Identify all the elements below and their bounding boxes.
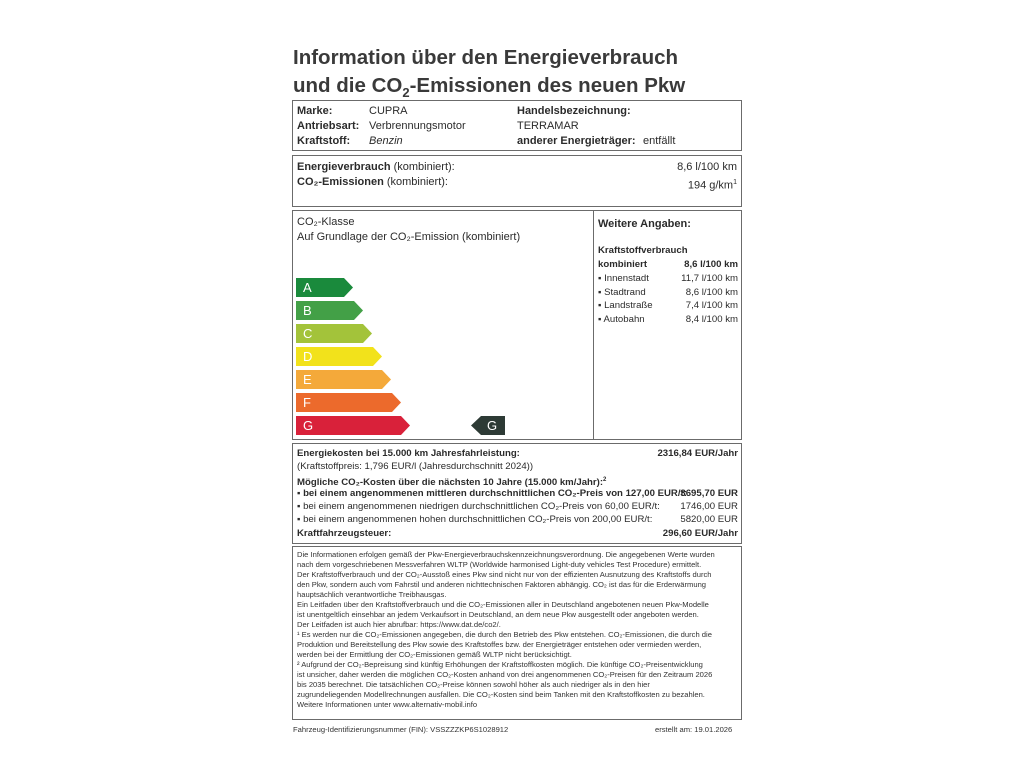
co2-emission-value-text: 194 g/km	[687, 179, 734, 192]
co2-class-letter-e: E	[303, 372, 312, 387]
title-line-2-pre: und die CO	[293, 74, 403, 97]
co2-emission-label-bold: CO₂-Emissionen	[297, 176, 384, 188]
title-line-2-sub: 2	[402, 85, 410, 101]
co2-cost-row-label: ▪ bei einem angenommenen hohen durchschnittlichen CO₂-Preis von 200,00 EUR/t:	[297, 514, 653, 525]
other-energy-label: anderer Energieträger:	[517, 135, 636, 147]
energy-consumption-value: 8,6 l/100 km	[677, 161, 737, 173]
fuel-label: Kraftstoff:	[297, 135, 351, 147]
fuel-consumption-row-label: ▪ Innenstadt	[598, 273, 649, 284]
costs-box	[292, 443, 742, 544]
co2-emission-footnote: 1	[733, 179, 737, 186]
drive-value: Verbrennungsmotor	[369, 120, 466, 132]
fuel-consumption-heading: Kraftstoffverbrauch	[598, 245, 688, 256]
disclaimer-line: Der Leitfaden ist auch hier abrufbar: https://www.dat.de/co2/.	[297, 620, 501, 629]
co2-class-box	[292, 210, 594, 440]
energy-consumption-label-bold: Energieverbrauch	[297, 161, 391, 173]
fuel-consumption-row-label: ▪ Landstraße	[598, 300, 653, 311]
trade-label: Handelsbezeichnung:	[517, 105, 631, 117]
fuel-consumption-row-value: 8,4 l/100 km	[685, 313, 738, 325]
consumption-box	[292, 155, 742, 207]
fuel-consumption-row-label: ▪ Autobahn	[598, 313, 645, 325]
energy-consumption-label	[297, 160, 455, 175]
current-class-indicator	[471, 416, 505, 435]
disclaimer-line: Die Informationen erfolgen gemäß der Pkw-Energieverbrauchskennzeichnungsverordnung. Die angegebenen Werte wurden	[297, 550, 715, 559]
co2-class-letter-g: G	[303, 418, 314, 433]
energy-consumption-label-rest: (kombiniert):	[390, 161, 455, 173]
fuel-value: Benzin	[369, 135, 403, 147]
disclaimer-box	[292, 546, 742, 720]
co2-class-letter-a: A	[303, 280, 312, 295]
further-info-heading: Weitere Angaben:	[598, 218, 691, 230]
co2-costs-heading-text: Mögliche CO₂-Kosten über die nächsten 10 Jahre (15.000 km/Jahr):	[297, 477, 604, 489]
co2-class-letter-f: F	[303, 395, 311, 410]
fuel-price-note: (Kraftstoffpreis: 1,796 EUR/l (Jahresdurchschnitt 2024))	[297, 461, 534, 472]
co2-emission-value	[688, 175, 737, 194]
disclaimer-line: Der Kraftstoffverbrauch und der CO₂-Ausstoß eines Pkw sind nicht nur von der effizienten Ausnutzung des Kraftstoffs durch	[297, 570, 712, 579]
fuel-consumption-row-value: 11,7 l/100 km	[681, 273, 738, 284]
vehicle-info-box	[292, 100, 742, 151]
co2-cost-row-value: 5820,00 EUR	[680, 514, 738, 525]
brand-value: CUPRA	[369, 105, 408, 117]
title-line-2-post: -Emissionen des neuen Pkw	[409, 74, 686, 97]
co2-class-bar-e	[296, 370, 392, 389]
current-class-label: G	[487, 418, 498, 433]
co2-class-letter-b: B	[303, 303, 312, 318]
co2-class-heading: CO₂-Klasse	[297, 216, 355, 228]
co2-class-letter-c: C	[303, 326, 313, 341]
disclaimer-line: ist unentgeltlich einsehbar an jedem Verkaufsort in Deutschland, an dem neue Pkw ausgestellt oder angeboten werden.	[297, 610, 699, 619]
disclaimer-line: bis 2035 berechnet. Die tatsächlichen CO₂-Preise können sowohl höher als auch niedriger als in den hier	[297, 680, 650, 689]
disclaimer-line: zugrundeliegenden Modellrechnungen ausfallen. Die CO₂-Kosten sind beim Tanken mit den Kraftstoffkosten zu bezahlen.	[297, 690, 705, 699]
disclaimer-line: Produktion und Bereitstellung des Pkw sowie des Kraftstoffes bzw. der Energieträger entstehen oder vermieden werden,	[297, 640, 702, 649]
disclaimer-line: nach dem vorgeschriebenen Messverfahren WLTP (Worldwide harmonised Light-duty vehicles Test Procedure) ermittelt.	[297, 560, 702, 569]
co2-class-bar-a	[296, 278, 354, 297]
disclaimer-line: Weitere Informationen unter www.alternativ-mobil.info	[297, 700, 478, 709]
co2-class-arrow-f	[296, 393, 402, 412]
co2-cost-row-value: 1746,00 EUR	[680, 501, 738, 512]
co2-class-bar-f	[296, 393, 402, 412]
co2-emission-label-rest: (kombiniert):	[383, 176, 448, 188]
disclaimer-line: ¹ Es werden nur die CO₂-Emissionen angegeben, die durch den Betrieb des Pkw entstehen. CO₂-Emissionen, die durch die	[297, 630, 712, 639]
co2-cost-row-label: ▪ bei einem angenommenen mittleren durchschnittlichen CO₂-Preis von 127,00 EUR/t:	[297, 488, 687, 499]
tax-label: Kraftfahrzeugsteuer:	[297, 528, 392, 539]
co2-class-letter-d: D	[303, 349, 313, 364]
co2-class-bar-g	[296, 416, 411, 435]
trade-value: TERRAMAR	[517, 120, 579, 132]
co2-cost-row-label: ▪ bei einem angenommenen niedrigen durchschnittlichen CO₂-Preis von 60,00 EUR/t:	[297, 501, 660, 512]
created-date: erstellt am: 19.01.2026	[655, 725, 733, 734]
title-line-1: Information über den Energieverbrauch	[293, 46, 679, 69]
combined-value: 8,6 l/100 km	[684, 259, 738, 270]
fuel-consumption-row-value: 7,4 l/100 km	[685, 300, 738, 311]
co2-emission-label	[297, 175, 448, 190]
co2-class-bar-b	[296, 301, 364, 320]
fin-footer: Fahrzeug-Identifizierungsnummer (FIN): VSSZZZKP6S1028912	[293, 725, 509, 734]
other-energy-value: entfällt	[643, 135, 676, 147]
disclaimer-line: ² Aufgrund der CO₂-Bepreisung sind künftig Erhöhungen der Kraftstoffkosten möglich. Die künftige CO₂-Preisentwicklung	[297, 660, 703, 669]
co2-class-arrow-g	[296, 416, 411, 435]
combined-label: kombiniert	[598, 259, 648, 270]
further-info-box	[593, 210, 742, 440]
page-title	[293, 44, 753, 107]
disclaimer-line: werden bei der Ermittlung der CO₂-Emissionen gemäß WLTP nicht berücksichtigt.	[297, 650, 572, 659]
tax-value: 296,60 EUR/Jahr	[662, 528, 738, 539]
disclaimer-line: Ein Leitfaden über den Kraftstoffverbrauch und die CO₂-Emissionen aller in Deutschland angebotenen neuen Pkw-Modelle	[297, 600, 709, 609]
co2-class-subheading: Auf Grundlage der CO₂-Emission (kombiniert)	[297, 231, 521, 243]
disclaimer-text	[297, 550, 715, 710]
energy-costs-label: Energiekosten bei 15.000 km Jahresfahrleistung:	[297, 448, 520, 459]
disclaimer-line: den Pkw, sondern auch vom Fahrstil und anderen nichttechnischen Faktoren abhängig. CO₂ ist das für die Erderwärmung	[297, 580, 707, 589]
fuel-consumption-row-value: 8,6 l/100 km	[685, 286, 738, 298]
co2-class-bar-c	[296, 324, 373, 343]
fuel-consumption-row-label: ▪ Stadtrand	[598, 286, 646, 298]
disclaimer-line: ist unsicher, daher werden die möglichen CO₂-Kosten anhand von drei angenommenen CO₂-Preisen für den Zeitraum 2026	[297, 670, 713, 679]
co2-costs-footnote: 2	[603, 477, 607, 483]
energy-costs-value: 2316,84 EUR/Jahr	[657, 448, 738, 459]
brand-label: Marke:	[297, 105, 333, 117]
co2-cost-row-value: 3695,70 EUR	[680, 488, 738, 499]
drive-label: Antriebsart:	[297, 120, 360, 132]
co2-class-bar-d	[296, 347, 383, 366]
disclaimer-line: hauptsächlich verantwortliche Treibhausgas.	[297, 590, 447, 599]
